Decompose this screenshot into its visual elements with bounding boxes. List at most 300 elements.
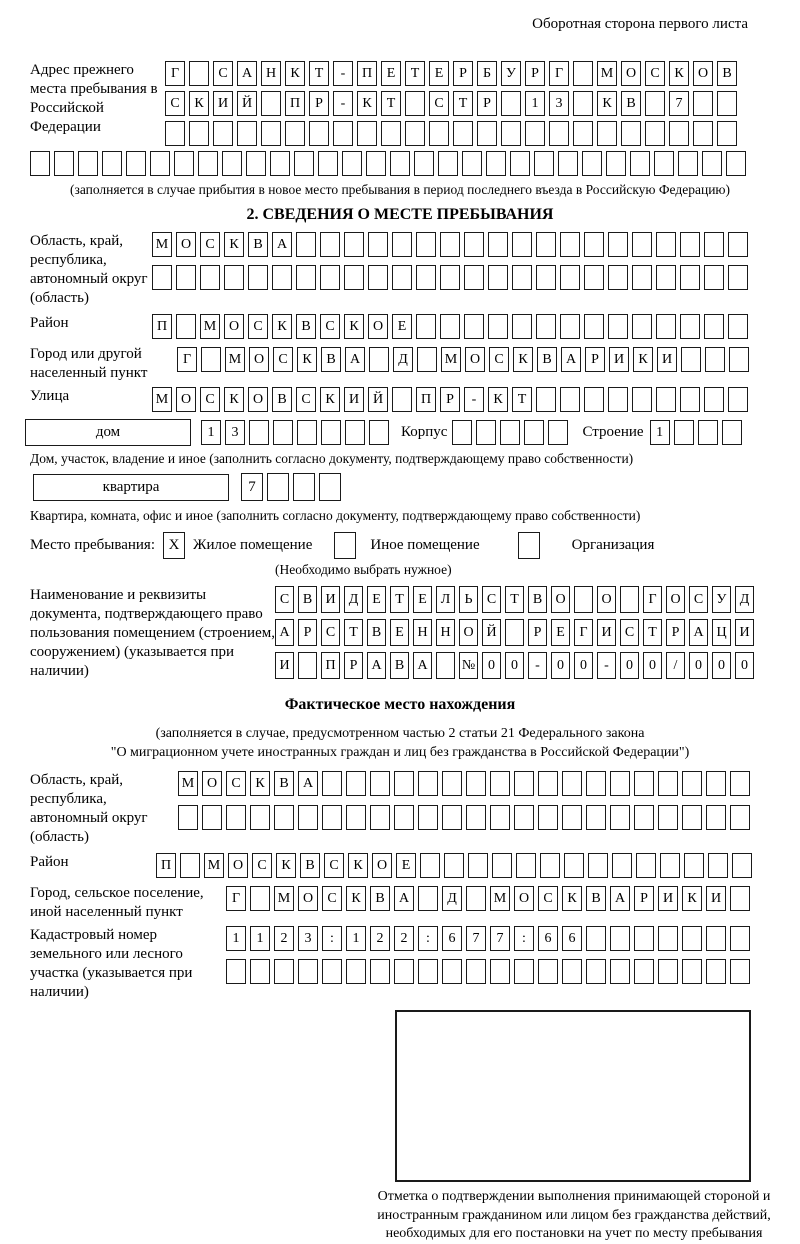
char-cell[interactable]: В	[370, 886, 390, 911]
char-cell[interactable]	[150, 151, 170, 176]
char-cell[interactable]	[702, 151, 722, 176]
char-cell[interactable]: К	[276, 853, 296, 878]
char-cell[interactable]	[562, 805, 582, 830]
char-cell[interactable]	[285, 121, 305, 146]
char-cell[interactable]: К	[597, 91, 617, 116]
char-cell[interactable]	[524, 420, 544, 445]
char-cell[interactable]: Н	[413, 619, 432, 646]
char-cell[interactable]: П	[321, 652, 340, 679]
char-cell[interactable]	[634, 805, 654, 830]
char-cell[interactable]	[538, 805, 558, 830]
char-cell[interactable]	[346, 959, 366, 984]
char-cell[interactable]	[453, 121, 473, 146]
char-cell[interactable]: 7	[669, 91, 689, 116]
char-cell[interactable]	[728, 232, 748, 257]
char-cell[interactable]: О	[176, 232, 196, 257]
char-cell[interactable]: 3	[298, 926, 318, 951]
char-cell[interactable]	[562, 959, 582, 984]
char-cell[interactable]: Е	[367, 586, 386, 613]
char-cell[interactable]: С	[489, 347, 509, 372]
char-cell[interactable]	[606, 151, 626, 176]
char-cell[interactable]	[620, 586, 639, 613]
char-cell[interactable]: С	[645, 61, 665, 86]
char-cell[interactable]	[610, 959, 630, 984]
char-cell[interactable]: Т	[453, 91, 473, 116]
char-cell[interactable]	[560, 387, 580, 412]
char-cell[interactable]	[416, 232, 436, 257]
char-cell[interactable]: Д	[344, 586, 363, 613]
char-cell[interactable]	[680, 314, 700, 339]
char-cell[interactable]: В	[390, 652, 409, 679]
char-cell[interactable]	[728, 387, 748, 412]
char-cell[interactable]: К	[669, 61, 689, 86]
char-cell[interactable]: 1	[346, 926, 366, 951]
char-cell[interactable]	[717, 121, 737, 146]
char-cell[interactable]: С	[320, 314, 340, 339]
char-cell[interactable]	[226, 805, 246, 830]
char-cell[interactable]: П	[416, 387, 436, 412]
char-cell[interactable]: Й	[368, 387, 388, 412]
char-cell[interactable]	[298, 959, 318, 984]
char-cell[interactable]	[174, 151, 194, 176]
char-cell[interactable]	[297, 420, 317, 445]
char-cell[interactable]: 0	[689, 652, 708, 679]
char-cell[interactable]: В	[621, 91, 641, 116]
char-cell[interactable]	[540, 853, 560, 878]
char-cell[interactable]: С	[324, 853, 344, 878]
char-cell[interactable]	[573, 121, 593, 146]
char-cell[interactable]: Р	[309, 91, 329, 116]
char-cell[interactable]	[584, 387, 604, 412]
char-cell[interactable]	[658, 805, 678, 830]
char-cell[interactable]	[390, 151, 410, 176]
char-cell[interactable]	[560, 314, 580, 339]
char-cell[interactable]: С	[248, 314, 268, 339]
char-cell[interactable]	[152, 265, 172, 290]
char-cell[interactable]	[248, 265, 268, 290]
char-cell[interactable]	[438, 151, 458, 176]
char-cell[interactable]	[296, 265, 316, 290]
char-cell[interactable]: К	[250, 771, 270, 796]
char-cell[interactable]	[226, 959, 246, 984]
char-cell[interactable]	[730, 886, 750, 911]
char-cell[interactable]: В	[298, 586, 317, 613]
checkbox-residential[interactable]	[163, 532, 185, 559]
char-cell[interactable]	[198, 151, 218, 176]
char-cell[interactable]	[612, 853, 632, 878]
char-cell[interactable]	[466, 771, 486, 796]
char-cell[interactable]: К	[633, 347, 653, 372]
char-cell[interactable]	[680, 232, 700, 257]
char-cell[interactable]	[250, 805, 270, 830]
char-cell[interactable]	[706, 805, 726, 830]
char-cell[interactable]	[573, 61, 593, 86]
char-cell[interactable]	[418, 886, 438, 911]
char-cell[interactable]	[126, 151, 146, 176]
char-cell[interactable]	[345, 420, 365, 445]
char-cell[interactable]	[488, 314, 508, 339]
char-cell[interactable]: 2	[274, 926, 294, 951]
char-cell[interactable]	[202, 805, 222, 830]
char-cell[interactable]	[656, 387, 676, 412]
char-cell[interactable]	[344, 232, 364, 257]
char-cell[interactable]	[333, 121, 353, 146]
char-cell[interactable]: И	[609, 347, 629, 372]
char-cell[interactable]: О	[621, 61, 641, 86]
char-cell[interactable]: В	[300, 853, 320, 878]
char-cell[interactable]	[490, 771, 510, 796]
char-cell[interactable]: Т	[381, 91, 401, 116]
char-cell[interactable]	[634, 926, 654, 951]
char-cell[interactable]: Е	[429, 61, 449, 86]
char-cell[interactable]: Р	[477, 91, 497, 116]
char-cell[interactable]	[436, 652, 455, 679]
char-cell[interactable]: 2	[370, 926, 390, 951]
char-cell[interactable]: Е	[551, 619, 570, 646]
char-cell[interactable]: Г	[226, 886, 246, 911]
char-cell[interactable]: О	[224, 314, 244, 339]
char-cell[interactable]: -	[464, 387, 484, 412]
char-cell[interactable]	[420, 853, 440, 878]
char-cell[interactable]	[656, 314, 676, 339]
char-cell[interactable]: А	[298, 771, 318, 796]
char-cell[interactable]: Ь	[459, 586, 478, 613]
char-cell[interactable]: О	[372, 853, 392, 878]
char-cell[interactable]	[246, 151, 266, 176]
char-cell[interactable]: 3	[225, 420, 245, 445]
char-cell[interactable]	[514, 771, 534, 796]
char-cell[interactable]	[466, 805, 486, 830]
char-cell[interactable]	[560, 265, 580, 290]
char-cell[interactable]	[584, 265, 604, 290]
char-cell[interactable]: В	[272, 387, 292, 412]
char-cell[interactable]: А	[610, 886, 630, 911]
char-cell[interactable]	[730, 771, 750, 796]
char-cell[interactable]	[200, 265, 220, 290]
char-cell[interactable]	[488, 232, 508, 257]
char-cell[interactable]	[466, 959, 486, 984]
char-cell[interactable]: 1	[226, 926, 246, 951]
char-cell[interactable]	[261, 121, 281, 146]
char-cell[interactable]: В	[367, 619, 386, 646]
char-cell[interactable]: М	[274, 886, 294, 911]
char-cell[interactable]	[442, 771, 462, 796]
char-cell[interactable]: К	[513, 347, 533, 372]
char-cell[interactable]	[442, 959, 462, 984]
char-cell[interactable]	[468, 853, 488, 878]
char-cell[interactable]: М	[597, 61, 617, 86]
char-cell[interactable]: В	[296, 314, 316, 339]
char-cell[interactable]	[630, 151, 650, 176]
char-cell[interactable]	[357, 121, 377, 146]
char-cell[interactable]: А	[345, 347, 365, 372]
char-cell[interactable]: Р	[525, 61, 545, 86]
char-cell[interactable]	[366, 151, 386, 176]
char-cell[interactable]: Т	[344, 619, 363, 646]
char-cell[interactable]	[176, 314, 196, 339]
char-cell[interactable]	[249, 420, 269, 445]
char-cell[interactable]: М	[225, 347, 245, 372]
char-cell[interactable]	[405, 121, 425, 146]
char-cell[interactable]: С	[538, 886, 558, 911]
char-cell[interactable]	[682, 926, 702, 951]
char-cell[interactable]: С	[620, 619, 639, 646]
char-cell[interactable]	[658, 959, 678, 984]
char-cell[interactable]: Г	[643, 586, 662, 613]
char-cell[interactable]: Д	[393, 347, 413, 372]
char-cell[interactable]: 1	[650, 420, 670, 445]
char-cell[interactable]	[180, 853, 200, 878]
char-cell[interactable]	[636, 853, 656, 878]
char-cell[interactable]	[294, 151, 314, 176]
char-cell[interactable]	[222, 151, 242, 176]
char-cell[interactable]	[645, 121, 665, 146]
char-cell[interactable]	[274, 805, 294, 830]
char-cell[interactable]: К	[224, 387, 244, 412]
char-cell[interactable]	[368, 232, 388, 257]
char-cell[interactable]: :	[514, 926, 534, 951]
char-cell[interactable]: Т	[512, 387, 532, 412]
char-cell[interactable]	[656, 232, 676, 257]
char-cell[interactable]: -	[333, 61, 353, 86]
char-cell[interactable]: О	[368, 314, 388, 339]
char-cell[interactable]	[405, 91, 425, 116]
char-cell[interactable]: О	[202, 771, 222, 796]
char-cell[interactable]: Е	[396, 853, 416, 878]
char-cell[interactable]	[514, 805, 534, 830]
char-cell[interactable]	[704, 232, 724, 257]
char-cell[interactable]	[30, 151, 50, 176]
char-cell[interactable]: М	[178, 771, 198, 796]
char-cell[interactable]	[488, 265, 508, 290]
char-cell[interactable]: И	[735, 619, 754, 646]
char-cell[interactable]	[704, 265, 724, 290]
char-cell[interactable]: Н	[436, 619, 455, 646]
char-cell[interactable]	[250, 959, 270, 984]
char-cell[interactable]: С	[200, 232, 220, 257]
char-cell[interactable]: №	[459, 652, 478, 679]
char-cell[interactable]: 2	[394, 926, 414, 951]
char-cell[interactable]	[632, 232, 652, 257]
char-cell[interactable]	[706, 959, 726, 984]
char-cell[interactable]	[588, 853, 608, 878]
char-cell[interactable]	[512, 232, 532, 257]
char-cell[interactable]: Г	[177, 347, 197, 372]
char-cell[interactable]	[490, 805, 510, 830]
char-cell[interactable]: Й	[237, 91, 257, 116]
char-cell[interactable]	[693, 121, 713, 146]
char-cell[interactable]: С	[689, 586, 708, 613]
char-cell[interactable]	[708, 853, 728, 878]
char-cell[interactable]	[573, 91, 593, 116]
char-cell[interactable]	[728, 314, 748, 339]
char-cell[interactable]: Т	[309, 61, 329, 86]
char-cell[interactable]	[369, 420, 389, 445]
char-cell[interactable]: Д	[735, 586, 754, 613]
char-cell[interactable]	[632, 387, 652, 412]
char-cell[interactable]	[176, 265, 196, 290]
char-cell[interactable]: А	[367, 652, 386, 679]
char-cell[interactable]	[582, 151, 602, 176]
char-cell[interactable]	[706, 771, 726, 796]
char-cell[interactable]	[658, 771, 678, 796]
char-cell[interactable]	[516, 853, 536, 878]
char-cell[interactable]: М	[200, 314, 220, 339]
char-cell[interactable]: -	[597, 652, 616, 679]
char-cell[interactable]	[178, 805, 198, 830]
char-cell[interactable]: Б	[477, 61, 497, 86]
char-cell[interactable]	[549, 121, 569, 146]
char-cell[interactable]: П	[285, 91, 305, 116]
char-cell[interactable]	[584, 232, 604, 257]
char-cell[interactable]: Е	[413, 586, 432, 613]
char-cell[interactable]	[464, 314, 484, 339]
char-cell[interactable]	[466, 886, 486, 911]
char-cell[interactable]	[78, 151, 98, 176]
char-cell[interactable]: Г	[574, 619, 593, 646]
char-cell[interactable]: Т	[390, 586, 409, 613]
char-cell[interactable]	[298, 805, 318, 830]
char-cell[interactable]	[369, 347, 389, 372]
char-cell[interactable]	[346, 771, 366, 796]
char-cell[interactable]: А	[272, 232, 292, 257]
char-cell[interactable]: Р	[344, 652, 363, 679]
char-cell[interactable]: 7	[241, 473, 263, 501]
char-cell[interactable]: Р	[453, 61, 473, 86]
char-cell[interactable]: Г	[549, 61, 569, 86]
char-cell[interactable]: К	[488, 387, 508, 412]
char-cell[interactable]: 0	[482, 652, 501, 679]
char-cell[interactable]: К	[189, 91, 209, 116]
char-cell[interactable]	[321, 420, 341, 445]
char-cell[interactable]: Е	[392, 314, 412, 339]
char-cell[interactable]: 1	[525, 91, 545, 116]
char-cell[interactable]	[392, 265, 412, 290]
char-cell[interactable]: И	[321, 586, 340, 613]
char-cell[interactable]	[267, 473, 289, 501]
char-cell[interactable]	[189, 121, 209, 146]
char-cell[interactable]	[514, 959, 534, 984]
char-cell[interactable]: К	[562, 886, 582, 911]
char-cell[interactable]	[102, 151, 122, 176]
char-cell[interactable]: В	[321, 347, 341, 372]
char-cell[interactable]	[476, 420, 496, 445]
char-cell[interactable]: -	[333, 91, 353, 116]
char-cell[interactable]	[726, 151, 746, 176]
char-cell[interactable]	[608, 314, 628, 339]
char-cell[interactable]: К	[297, 347, 317, 372]
char-cell[interactable]	[634, 771, 654, 796]
char-cell[interactable]: Ц	[712, 619, 731, 646]
char-cell[interactable]	[418, 805, 438, 830]
char-cell[interactable]: К	[272, 314, 292, 339]
char-cell[interactable]: Р	[440, 387, 460, 412]
char-cell[interactable]: В	[537, 347, 557, 372]
char-cell[interactable]	[429, 121, 449, 146]
char-cell[interactable]	[732, 853, 752, 878]
char-cell[interactable]: О	[693, 61, 713, 86]
char-cell[interactable]	[224, 265, 244, 290]
char-cell[interactable]	[322, 805, 342, 830]
char-cell[interactable]	[464, 232, 484, 257]
char-cell[interactable]: Е	[381, 61, 401, 86]
char-cell[interactable]	[586, 926, 606, 951]
char-cell[interactable]	[261, 91, 281, 116]
char-cell[interactable]	[558, 151, 578, 176]
char-cell[interactable]	[608, 265, 628, 290]
char-cell[interactable]	[270, 151, 290, 176]
char-cell[interactable]	[296, 232, 316, 257]
char-cell[interactable]: 3	[549, 91, 569, 116]
char-cell[interactable]: В	[274, 771, 294, 796]
char-cell[interactable]: :	[418, 926, 438, 951]
char-cell[interactable]	[693, 91, 713, 116]
char-cell[interactable]: И	[658, 886, 678, 911]
char-cell[interactable]	[536, 232, 556, 257]
char-cell[interactable]: Д	[442, 886, 462, 911]
char-cell[interactable]: С	[321, 619, 340, 646]
char-cell[interactable]: П	[156, 853, 176, 878]
char-cell[interactable]	[272, 265, 292, 290]
char-cell[interactable]	[381, 121, 401, 146]
char-cell[interactable]	[370, 959, 390, 984]
char-cell[interactable]: Н	[261, 61, 281, 86]
char-cell[interactable]: О	[666, 586, 685, 613]
char-cell[interactable]	[560, 232, 580, 257]
char-cell[interactable]	[525, 121, 545, 146]
char-cell[interactable]	[586, 959, 606, 984]
char-cell[interactable]	[586, 771, 606, 796]
char-cell[interactable]	[717, 91, 737, 116]
char-cell[interactable]: М	[490, 886, 510, 911]
char-cell[interactable]: А	[275, 619, 294, 646]
char-cell[interactable]	[608, 232, 628, 257]
char-cell[interactable]: О	[249, 347, 269, 372]
char-cell[interactable]: Т	[643, 619, 662, 646]
char-cell[interactable]	[417, 347, 437, 372]
char-cell[interactable]	[597, 121, 617, 146]
char-cell[interactable]	[442, 805, 462, 830]
char-cell[interactable]	[510, 151, 530, 176]
char-cell[interactable]: 6	[442, 926, 462, 951]
char-cell[interactable]	[730, 926, 750, 951]
char-cell[interactable]: О	[248, 387, 268, 412]
char-cell[interactable]	[704, 314, 724, 339]
char-cell[interactable]	[680, 265, 700, 290]
char-cell[interactable]: Р	[528, 619, 547, 646]
char-cell[interactable]: С	[226, 771, 246, 796]
char-cell[interactable]	[500, 420, 520, 445]
char-cell[interactable]	[416, 314, 436, 339]
char-cell[interactable]	[632, 265, 652, 290]
char-cell[interactable]	[342, 151, 362, 176]
char-cell[interactable]: У	[501, 61, 521, 86]
char-cell[interactable]: Т	[405, 61, 425, 86]
char-cell[interactable]: 7	[466, 926, 486, 951]
char-cell[interactable]	[416, 265, 436, 290]
char-cell[interactable]	[370, 805, 390, 830]
char-cell[interactable]: О	[298, 886, 318, 911]
char-cell[interactable]	[440, 314, 460, 339]
char-cell[interactable]: С	[296, 387, 316, 412]
char-cell[interactable]	[730, 959, 750, 984]
char-cell[interactable]	[309, 121, 329, 146]
char-cell[interactable]: 0	[620, 652, 639, 679]
char-cell[interactable]	[189, 61, 209, 86]
char-cell[interactable]	[394, 805, 414, 830]
char-cell[interactable]: 6	[538, 926, 558, 951]
char-cell[interactable]: 1	[250, 926, 270, 951]
